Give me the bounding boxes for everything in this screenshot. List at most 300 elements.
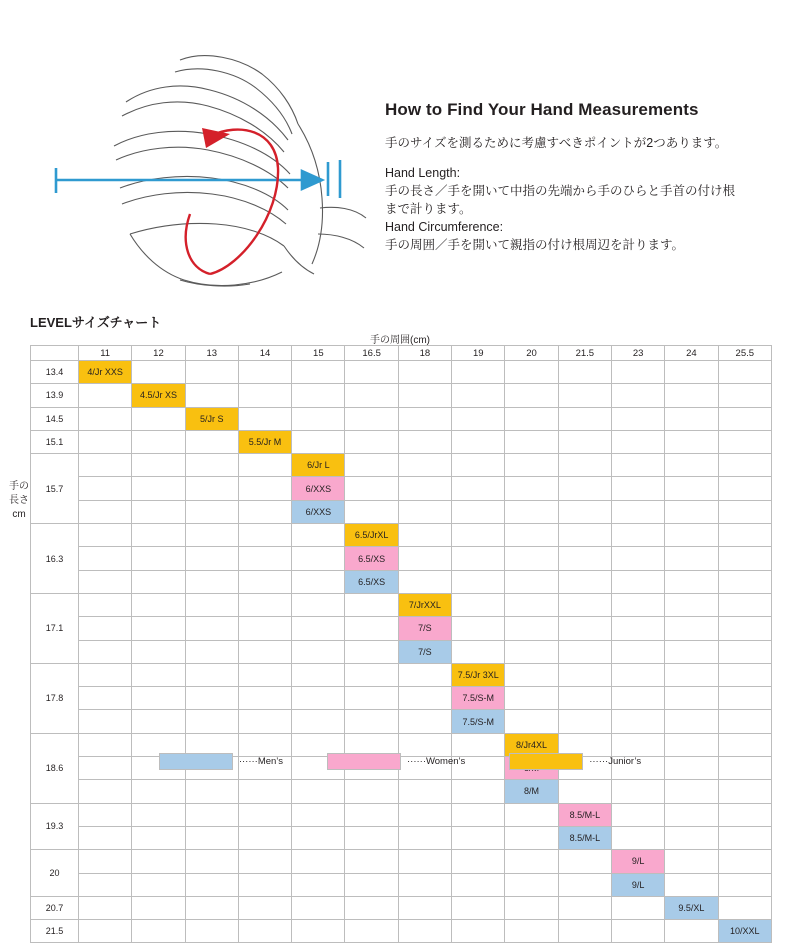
column-header-2: 13 (185, 346, 238, 361)
empty-cell (79, 500, 132, 523)
empty-cell (185, 826, 238, 849)
empty-cell (718, 547, 771, 570)
empty-cell (79, 687, 132, 710)
empty-cell (185, 663, 238, 686)
empty-cell (718, 850, 771, 873)
empty-cell (665, 710, 718, 733)
empty-cell (718, 826, 771, 849)
empty-cell (345, 850, 398, 873)
empty-cell (665, 826, 718, 849)
table-row (31, 524, 772, 547)
empty-cell (185, 850, 238, 873)
empty-cell (665, 570, 718, 593)
empty-cell (238, 593, 291, 616)
empty-cell (132, 477, 185, 500)
empty-cell (185, 361, 238, 384)
table-row (31, 663, 772, 686)
empty-cell (505, 896, 558, 919)
empty-cell (505, 407, 558, 430)
empty-cell (185, 593, 238, 616)
empty-cell (718, 570, 771, 593)
table-row (31, 687, 772, 710)
empty-cell (79, 430, 132, 453)
empty-cell (132, 710, 185, 733)
empty-cell (185, 920, 238, 943)
table-row (31, 617, 772, 640)
empty-cell (79, 640, 132, 663)
size-cell-men: 6.5/XS (345, 570, 398, 593)
empty-cell (452, 896, 505, 919)
empty-cell (611, 384, 664, 407)
empty-cell (505, 547, 558, 570)
empty-cell (611, 710, 664, 733)
empty-cell (558, 384, 611, 407)
empty-cell (505, 430, 558, 453)
empty-cell (238, 640, 291, 663)
size-cell-junior: 5/Jr S (185, 407, 238, 430)
empty-cell (718, 524, 771, 547)
empty-cell (665, 803, 718, 826)
empty-cell (452, 617, 505, 640)
empty-cell (398, 384, 451, 407)
empty-cell (452, 873, 505, 896)
table-row (31, 920, 772, 943)
empty-cell (132, 873, 185, 896)
empty-cell (558, 850, 611, 873)
empty-cell (452, 384, 505, 407)
empty-cell (505, 477, 558, 500)
row-header-length-0: 13.4 (31, 361, 79, 384)
empty-cell (292, 361, 345, 384)
size-cell-junior: 6/Jr L (292, 454, 345, 477)
table-body (31, 361, 772, 943)
empty-cell (558, 710, 611, 733)
legend-swatch-women (327, 753, 401, 770)
empty-cell (558, 593, 611, 616)
size-cell-men: 9/L (611, 873, 664, 896)
page-title: How to Find Your Hand Measurements (385, 100, 699, 119)
size-cell-men: 7.5/S-M (452, 710, 505, 733)
hand-length-text-2: まで計ります。 (385, 202, 472, 216)
table-row (31, 477, 772, 500)
empty-cell (398, 920, 451, 943)
empty-cell (345, 663, 398, 686)
empty-cell (505, 617, 558, 640)
empty-cell (665, 454, 718, 477)
empty-cell (79, 407, 132, 430)
empty-cell (398, 687, 451, 710)
empty-cell (398, 477, 451, 500)
empty-cell (452, 500, 505, 523)
table-row (31, 547, 772, 570)
empty-cell (611, 524, 664, 547)
empty-cell (79, 826, 132, 849)
empty-cell (132, 361, 185, 384)
empty-cell (345, 920, 398, 943)
row-header-length-8: 18.6 (31, 733, 79, 803)
table-corner-cell (31, 346, 79, 361)
empty-cell (718, 430, 771, 453)
empty-cell (558, 873, 611, 896)
empty-cell (611, 803, 664, 826)
empty-cell (132, 547, 185, 570)
table-row (31, 896, 772, 919)
empty-cell (238, 850, 291, 873)
empty-cell (398, 826, 451, 849)
empty-cell (718, 384, 771, 407)
size-cell-junior: 4.5/Jr XS (132, 384, 185, 407)
empty-cell (345, 477, 398, 500)
empty-cell (292, 407, 345, 430)
hand-length-label: Hand Length: (385, 166, 461, 180)
table-row (31, 384, 772, 407)
column-header-3: 14 (238, 346, 291, 361)
empty-cell (398, 454, 451, 477)
empty-cell (505, 640, 558, 663)
chart-title: LEVELサイズチャート (30, 315, 162, 330)
legend-item-women (327, 753, 465, 770)
empty-cell (238, 407, 291, 430)
legend-swatch-junior (509, 753, 583, 770)
empty-cell (611, 920, 664, 943)
empty-cell (345, 873, 398, 896)
empty-cell (79, 477, 132, 500)
empty-cell (611, 570, 664, 593)
empty-cell (292, 803, 345, 826)
empty-cell (398, 407, 451, 430)
row-header-length-5: 16.3 (31, 524, 79, 594)
empty-cell (718, 500, 771, 523)
x-axis-label: 手の周囲(cm) (370, 335, 430, 346)
empty-cell (558, 500, 611, 523)
size-chart-table-wrap (30, 345, 772, 943)
empty-cell (345, 687, 398, 710)
row-header-length-12: 21.5 (31, 920, 79, 943)
intro-text-block (385, 100, 775, 254)
empty-cell (398, 710, 451, 733)
empty-cell (79, 873, 132, 896)
empty-cell (185, 803, 238, 826)
empty-cell (505, 593, 558, 616)
empty-cell (665, 593, 718, 616)
empty-cell (132, 500, 185, 523)
empty-cell (79, 384, 132, 407)
empty-cell (505, 850, 558, 873)
empty-cell (452, 454, 505, 477)
empty-cell (398, 500, 451, 523)
empty-cell (292, 850, 345, 873)
size-cell-men: 10/XXL (718, 920, 771, 943)
legend-label-junior: ······Junior’s (589, 755, 642, 767)
empty-cell (611, 454, 664, 477)
empty-cell (292, 593, 345, 616)
empty-cell (558, 663, 611, 686)
empty-cell (505, 920, 558, 943)
empty-cell (558, 477, 611, 500)
row-header-length-7: 17.8 (31, 663, 79, 733)
empty-cell (558, 640, 611, 663)
empty-cell (132, 663, 185, 686)
empty-cell (345, 710, 398, 733)
empty-cell (452, 524, 505, 547)
empty-cell (292, 547, 345, 570)
empty-cell (292, 640, 345, 663)
empty-cell (665, 663, 718, 686)
size-cell-men: 8.5/M-L (558, 826, 611, 849)
column-header-4: 15 (292, 346, 345, 361)
empty-cell (558, 687, 611, 710)
empty-cell (292, 826, 345, 849)
table-row (31, 850, 772, 873)
empty-cell (398, 570, 451, 593)
empty-cell (238, 710, 291, 733)
empty-cell (558, 454, 611, 477)
empty-cell (185, 384, 238, 407)
row-header-length-9: 19.3 (31, 803, 79, 850)
size-cell-men: 6/XXS (292, 500, 345, 523)
empty-cell (398, 850, 451, 873)
empty-cell (718, 896, 771, 919)
row-header-length-11: 20.7 (31, 896, 79, 919)
table-header-row (31, 346, 772, 361)
empty-cell (238, 361, 291, 384)
empty-cell (79, 454, 132, 477)
empty-cell (398, 547, 451, 570)
size-cell-junior: 6.5/JrXL (345, 524, 398, 547)
size-cell-women: 9/L (611, 850, 664, 873)
size-cell-women: 6.5/XS (345, 547, 398, 570)
empty-cell (611, 547, 664, 570)
legend-swatch-men (159, 753, 233, 770)
empty-cell (185, 547, 238, 570)
row-header-length-2: 14.5 (31, 407, 79, 430)
empty-cell (718, 710, 771, 733)
empty-cell (505, 570, 558, 593)
empty-cell (665, 477, 718, 500)
empty-cell (79, 547, 132, 570)
row-header-length-10: 20 (31, 850, 79, 897)
empty-cell (665, 687, 718, 710)
table-header (31, 346, 772, 361)
table-row (31, 430, 772, 453)
column-header-11: 24 (665, 346, 718, 361)
row-header-length-6: 17.1 (31, 593, 79, 663)
empty-cell (611, 477, 664, 500)
empty-cell (238, 570, 291, 593)
empty-cell (79, 920, 132, 943)
column-header-6: 18 (398, 346, 451, 361)
empty-cell (452, 570, 505, 593)
empty-cell (79, 593, 132, 616)
table-row (31, 454, 772, 477)
table-row (31, 570, 772, 593)
intro-lead: 手のサイズを測るために考慮すべきポイントが2つあります。 (385, 136, 728, 150)
empty-cell (132, 850, 185, 873)
empty-cell (79, 570, 132, 593)
column-header-12: 25.5 (718, 346, 771, 361)
empty-cell (292, 687, 345, 710)
empty-cell (665, 524, 718, 547)
empty-cell (611, 896, 664, 919)
empty-cell (292, 663, 345, 686)
empty-cell (238, 896, 291, 919)
table-row (31, 593, 772, 616)
empty-cell (238, 500, 291, 523)
empty-cell (505, 500, 558, 523)
empty-cell (452, 361, 505, 384)
empty-cell (345, 430, 398, 453)
table-row (31, 803, 772, 826)
empty-cell (79, 710, 132, 733)
empty-cell (398, 896, 451, 919)
column-header-10: 23 (611, 346, 664, 361)
size-cell-women: 8.5/M-L (558, 803, 611, 826)
empty-cell (345, 617, 398, 640)
size-chart-table (30, 345, 772, 943)
empty-cell (452, 477, 505, 500)
empty-cell (718, 803, 771, 826)
size-cell-junior: 8/Jr4XL (505, 733, 558, 756)
table-row (31, 407, 772, 430)
empty-cell (665, 850, 718, 873)
table-row (31, 873, 772, 896)
empty-cell (345, 803, 398, 826)
empty-cell (398, 524, 451, 547)
empty-cell (505, 384, 558, 407)
column-header-5: 16.5 (345, 346, 398, 361)
empty-cell (345, 826, 398, 849)
row-header-length-3: 15.1 (31, 430, 79, 453)
empty-cell (611, 407, 664, 430)
empty-cell (505, 454, 558, 477)
empty-cell (132, 640, 185, 663)
empty-cell (611, 640, 664, 663)
empty-cell (185, 477, 238, 500)
legend (0, 748, 800, 774)
empty-cell (292, 384, 345, 407)
empty-cell (398, 873, 451, 896)
empty-cell (185, 896, 238, 919)
empty-cell (132, 896, 185, 919)
empty-cell (132, 826, 185, 849)
empty-cell (611, 663, 664, 686)
empty-cell (611, 430, 664, 453)
empty-cell (665, 361, 718, 384)
empty-cell (665, 407, 718, 430)
empty-cell (132, 454, 185, 477)
y-axis-label: 手の長さcm (9, 481, 29, 520)
empty-cell (238, 524, 291, 547)
empty-cell (665, 920, 718, 943)
empty-cell (718, 454, 771, 477)
column-header-9: 21.5 (558, 346, 611, 361)
empty-cell (505, 826, 558, 849)
empty-cell (345, 896, 398, 919)
empty-cell (238, 454, 291, 477)
empty-cell (238, 687, 291, 710)
size-cell-women: 7.5/S-M (452, 687, 505, 710)
empty-cell (611, 826, 664, 849)
empty-cell (452, 920, 505, 943)
empty-cell (238, 384, 291, 407)
empty-cell (292, 896, 345, 919)
hand-circumference-text: 手の周囲／手を開いて親指の付け根周辺を計ります。 (385, 238, 685, 252)
empty-cell (345, 361, 398, 384)
empty-cell (665, 430, 718, 453)
empty-cell (79, 663, 132, 686)
size-cell-junior: 7/JrXXL (398, 593, 451, 616)
empty-cell (132, 524, 185, 547)
table-row (31, 640, 772, 663)
empty-cell (611, 617, 664, 640)
header-section (0, 0, 800, 300)
table-row (31, 500, 772, 523)
empty-cell (452, 547, 505, 570)
empty-cell (185, 430, 238, 453)
empty-cell (132, 593, 185, 616)
empty-cell (185, 500, 238, 523)
empty-cell (398, 803, 451, 826)
empty-cell (452, 430, 505, 453)
empty-cell (558, 524, 611, 547)
empty-cell (292, 920, 345, 943)
empty-cell (665, 384, 718, 407)
empty-cell (452, 803, 505, 826)
size-cell-men: 9.5/XL (665, 896, 718, 919)
size-cell-women: 7/S (398, 617, 451, 640)
empty-cell (185, 640, 238, 663)
empty-cell (292, 873, 345, 896)
empty-cell (345, 500, 398, 523)
empty-cell (505, 710, 558, 733)
empty-cell (132, 617, 185, 640)
column-header-7: 19 (452, 346, 505, 361)
empty-cell (718, 361, 771, 384)
empty-cell (238, 617, 291, 640)
empty-cell (665, 500, 718, 523)
empty-cell (558, 430, 611, 453)
empty-cell (132, 407, 185, 430)
empty-cell (132, 570, 185, 593)
empty-cell (558, 570, 611, 593)
empty-cell (718, 593, 771, 616)
empty-cell (185, 570, 238, 593)
empty-cell (292, 524, 345, 547)
legend-label-women: ······Women’s (407, 755, 466, 767)
empty-cell (505, 663, 558, 686)
size-cell-junior: 7.5/Jr 3XL (452, 663, 505, 686)
empty-cell (238, 826, 291, 849)
empty-cell (718, 663, 771, 686)
empty-cell (185, 454, 238, 477)
legend-label-men: ······Men’s (238, 755, 283, 767)
empty-cell (505, 803, 558, 826)
empty-cell (292, 617, 345, 640)
empty-cell (345, 454, 398, 477)
empty-cell (611, 500, 664, 523)
empty-cell (185, 524, 238, 547)
empty-cell (452, 640, 505, 663)
size-cell-junior: 5.5/Jr M (238, 430, 291, 453)
legend-item-men (159, 753, 283, 770)
empty-cell (238, 663, 291, 686)
empty-cell (398, 361, 451, 384)
empty-cell (718, 407, 771, 430)
empty-cell (398, 430, 451, 453)
empty-cell (292, 570, 345, 593)
empty-cell (79, 524, 132, 547)
empty-cell (132, 803, 185, 826)
